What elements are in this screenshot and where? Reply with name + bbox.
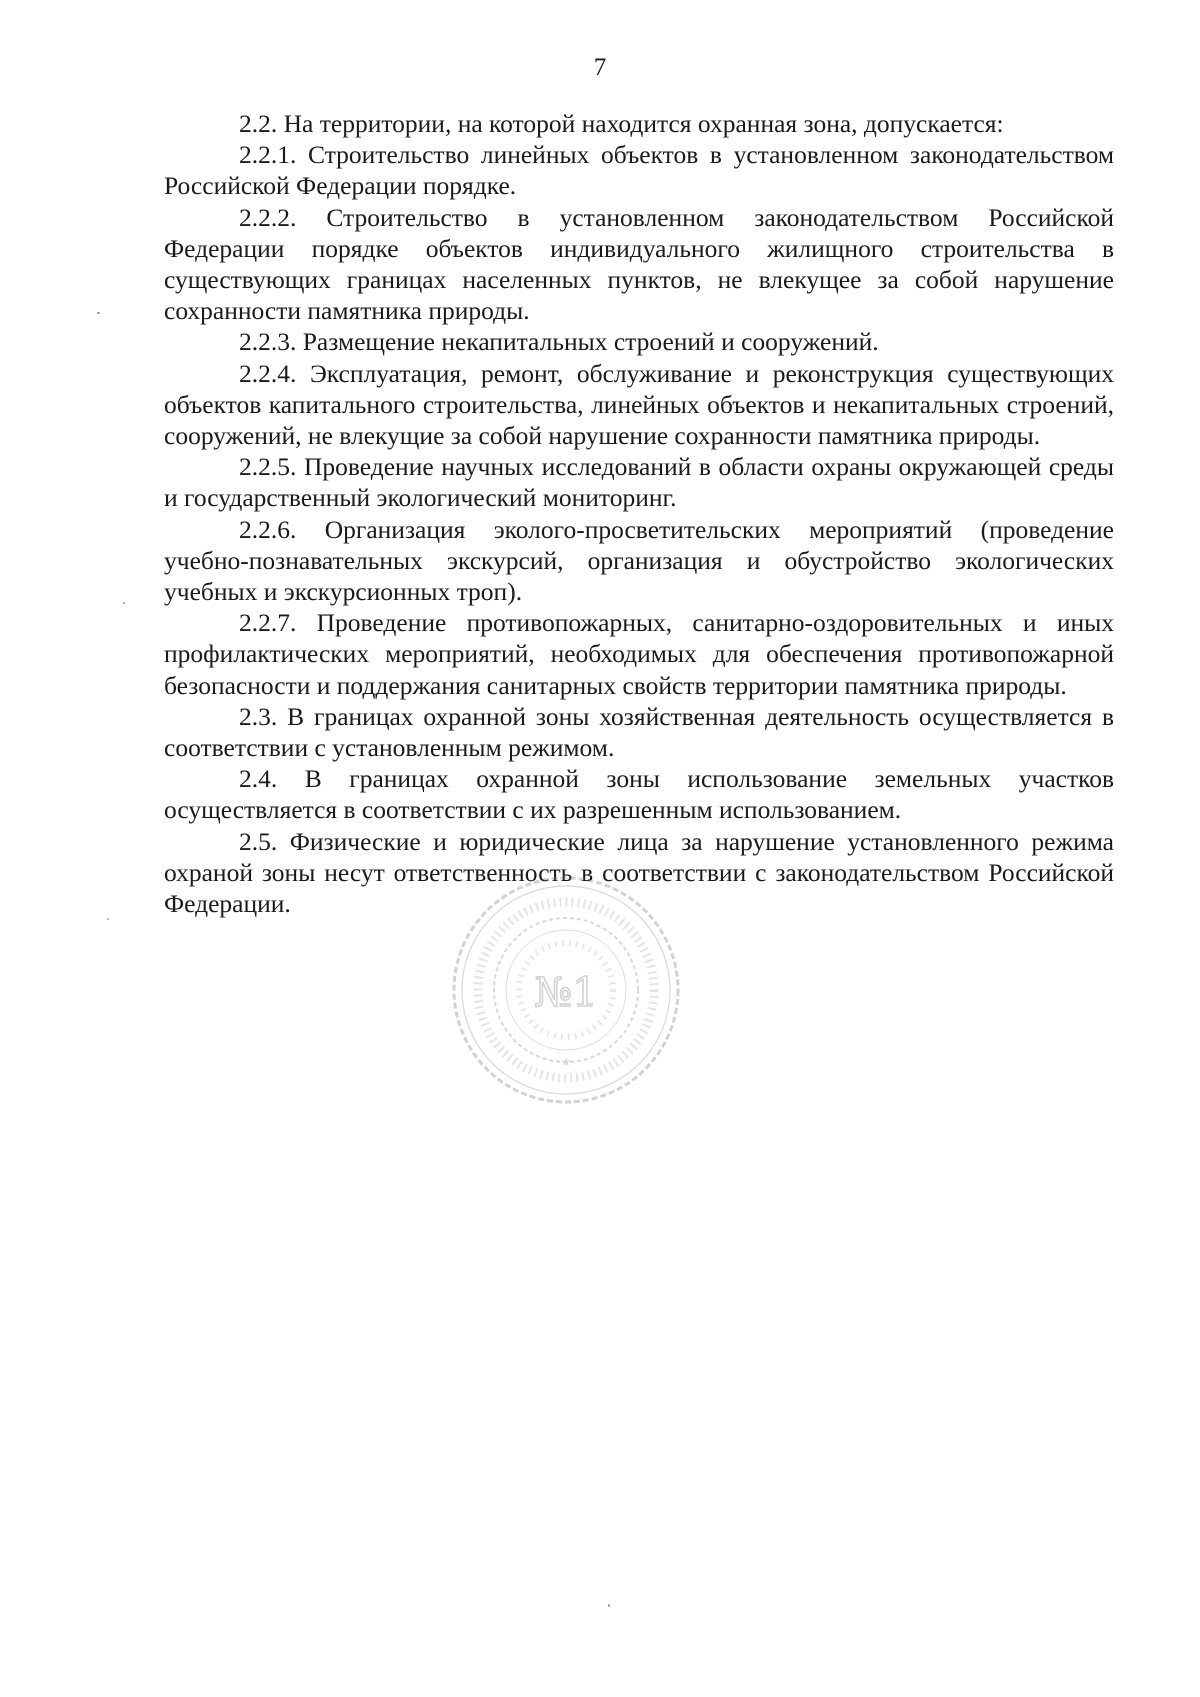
page-number: 7 — [593, 54, 607, 81]
scan-dot — [608, 1604, 610, 1607]
paragraph-2-2-6: 2.2.6. Организация эколого-просветительских мероприятий (проведение учебно-познавательных экскурсий, организация и обустройство экологических учебных и экскурсионных троп). — [164, 514, 1114, 607]
seal-star-icon: ★ — [560, 1055, 572, 1069]
seal-number: №1 — [534, 970, 598, 1016]
paragraph-2-2-3: 2.2.3. Размещение некапитальных строений и сооружений. — [239, 327, 879, 357]
paragraph-2-3: 2.3. В границах охранной зоны хозяйственная деятельность осуществляется в соответствии с установленным режимом. — [164, 701, 1114, 763]
scan-dot — [123, 602, 125, 604]
paragraph-2-2-2: 2.2.2. Строительство в установленном законодательством Российской Федерации порядке объектов индивидуального жилищного строительства в существующих границах населенных пунктов, не влекущее за собой нарушение сохранности памятника природы. — [164, 202, 1114, 326]
paragraph-2-2-1: 2.2.1. Строительство линейных объектов в установленном законодательством Российской Федерации порядке. — [164, 140, 1114, 201]
paragraph-2-2: 2.2. На территории, на которой находится охранная зона, допускается: — [239, 109, 1004, 138]
paragraph-2-5: 2.5. Физические и юридические лица за нарушение установленного режима охраной зоны несут ответственность в соответствии с законодательством Российской Федерации. — [164, 826, 1114, 919]
paragraph-2-2-7: 2.2.7. Проведение противопожарных, санитарно-оздоровительных и иных профилактических мероприятий, необходимых для обеспечения противопожарной безопасности и поддержания санитарных свойств территории памятника природы. — [164, 608, 1114, 700]
paragraph-2-2-5: 2.2.5. Проведение научных исследований в области охраны окружающей среды и государственный экологический мониторинг. — [164, 452, 1114, 513]
paragraph-2-2-4: 2.2.4. Эксплуатация, ремонт, обслуживание и реконструкция существующих объектов капитального строительства, линейных объектов и некапитальных строений, сооружений, не влекущие за собой нарушение сохранности памятника природы. — [164, 358, 1114, 451]
scan-dot — [97, 312, 100, 314]
paragraph-2-4: 2.4. В границах охранной зоны использование земельных участков осуществляется в соответствии с их разрешенным использованием. — [164, 764, 1114, 825]
scan-dot — [107, 918, 109, 920]
document-body — [164, 108, 1114, 919]
